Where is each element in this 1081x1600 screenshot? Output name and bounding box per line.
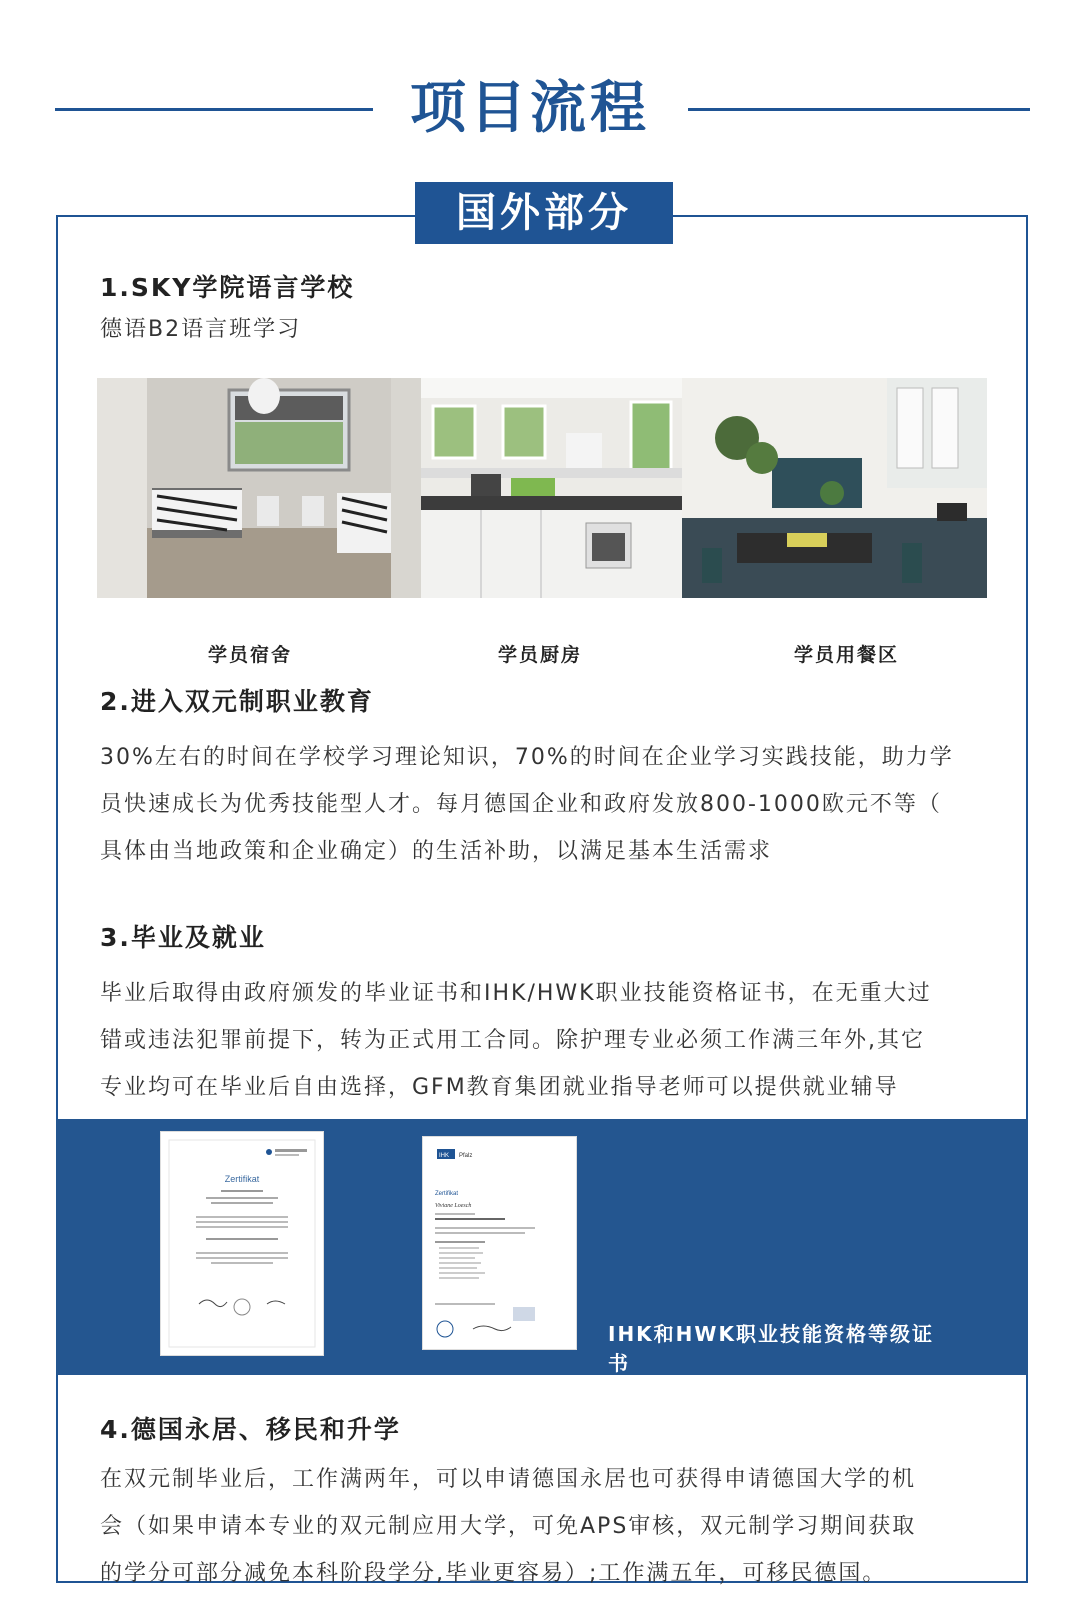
section-4-line: 在双元制毕业后，工作满两年，可以申请德国永居也可获得申请德国大学的机: [100, 1467, 917, 1492]
section-1-text: 德语B2语言班学习: [100, 317, 302, 342]
kitchen-photo: [391, 378, 682, 598]
cert-title: Zertifikat: [224, 1174, 260, 1184]
dorm-photo: [97, 378, 391, 598]
section-3-text: [100, 970, 1000, 1111]
photo-caption-kitchen: 学员厨房: [498, 644, 583, 666]
dining-photo: [682, 378, 987, 598]
section-4-line: 的学分可部分减免本科阶段学分,毕业更容易）;工作满五年，可移民德国。: [100, 1561, 887, 1586]
banner-caption: IHK和HWK职业技能资格等级证书: [608, 1322, 934, 1375]
section-2-line: 员快速成长为优秀技能型人才。每月德国企业和政府发放800-1000欧元不等（: [100, 792, 942, 817]
ihk-certificate-image: [423, 1137, 576, 1349]
ihk-logo-mark: IHK: [439, 1153, 450, 1159]
page-title: 项目流程: [410, 76, 650, 141]
photo-caption-dorm: 学员宿舍: [208, 644, 293, 666]
section-2-heading: 2.进入双元制职业教育: [100, 687, 374, 716]
section-3-line: 毕业后取得由政府颁发的毕业证书和IHK/HWK职业技能资格证书，在无重大过: [100, 981, 932, 1006]
section-3-line: 错或违法犯罪前提下，转为正式用工合同。除护理专业必须工作满三年外,其它: [100, 1028, 925, 1053]
section-2-line: 具体由当地政策和企业确定）的生活补助，以满足基本生活需求: [100, 839, 773, 864]
hwk-certificate-image: [161, 1132, 323, 1355]
photo-caption-dining: 学员用餐区: [794, 644, 900, 666]
section-2-text: [100, 734, 1000, 875]
section-3-heading: 3.毕业及就业: [100, 923, 266, 952]
header-rule-right: [688, 108, 1030, 111]
section-4-line: 会（如果申请本专业的双元制应用大学，可免APS审核，双元制学习期间获取: [100, 1514, 917, 1539]
cert-name: Viviane Loesch: [435, 1203, 472, 1209]
section-1-heading: 1.SKY学院语言学校: [100, 273, 355, 302]
section-banner-title: 国外部分: [415, 182, 673, 244]
cert-title: Zertifikat: [435, 1191, 459, 1197]
ihk-logo-text: Pfalz: [459, 1153, 473, 1159]
section-3-line: 专业均可在毕业后自由选择，GFM教育集团就业指导老师可以提供就业辅导: [100, 1075, 899, 1100]
section-4-text: [100, 1456, 1000, 1597]
section-4-heading: 4.德国永居、移民和升学: [100, 1415, 401, 1444]
section-2-line: 30%左右的时间在学校学习理论知识，70%的时间在企业学习实践技能，助力学: [100, 745, 954, 770]
header-rule-left: [55, 108, 373, 111]
